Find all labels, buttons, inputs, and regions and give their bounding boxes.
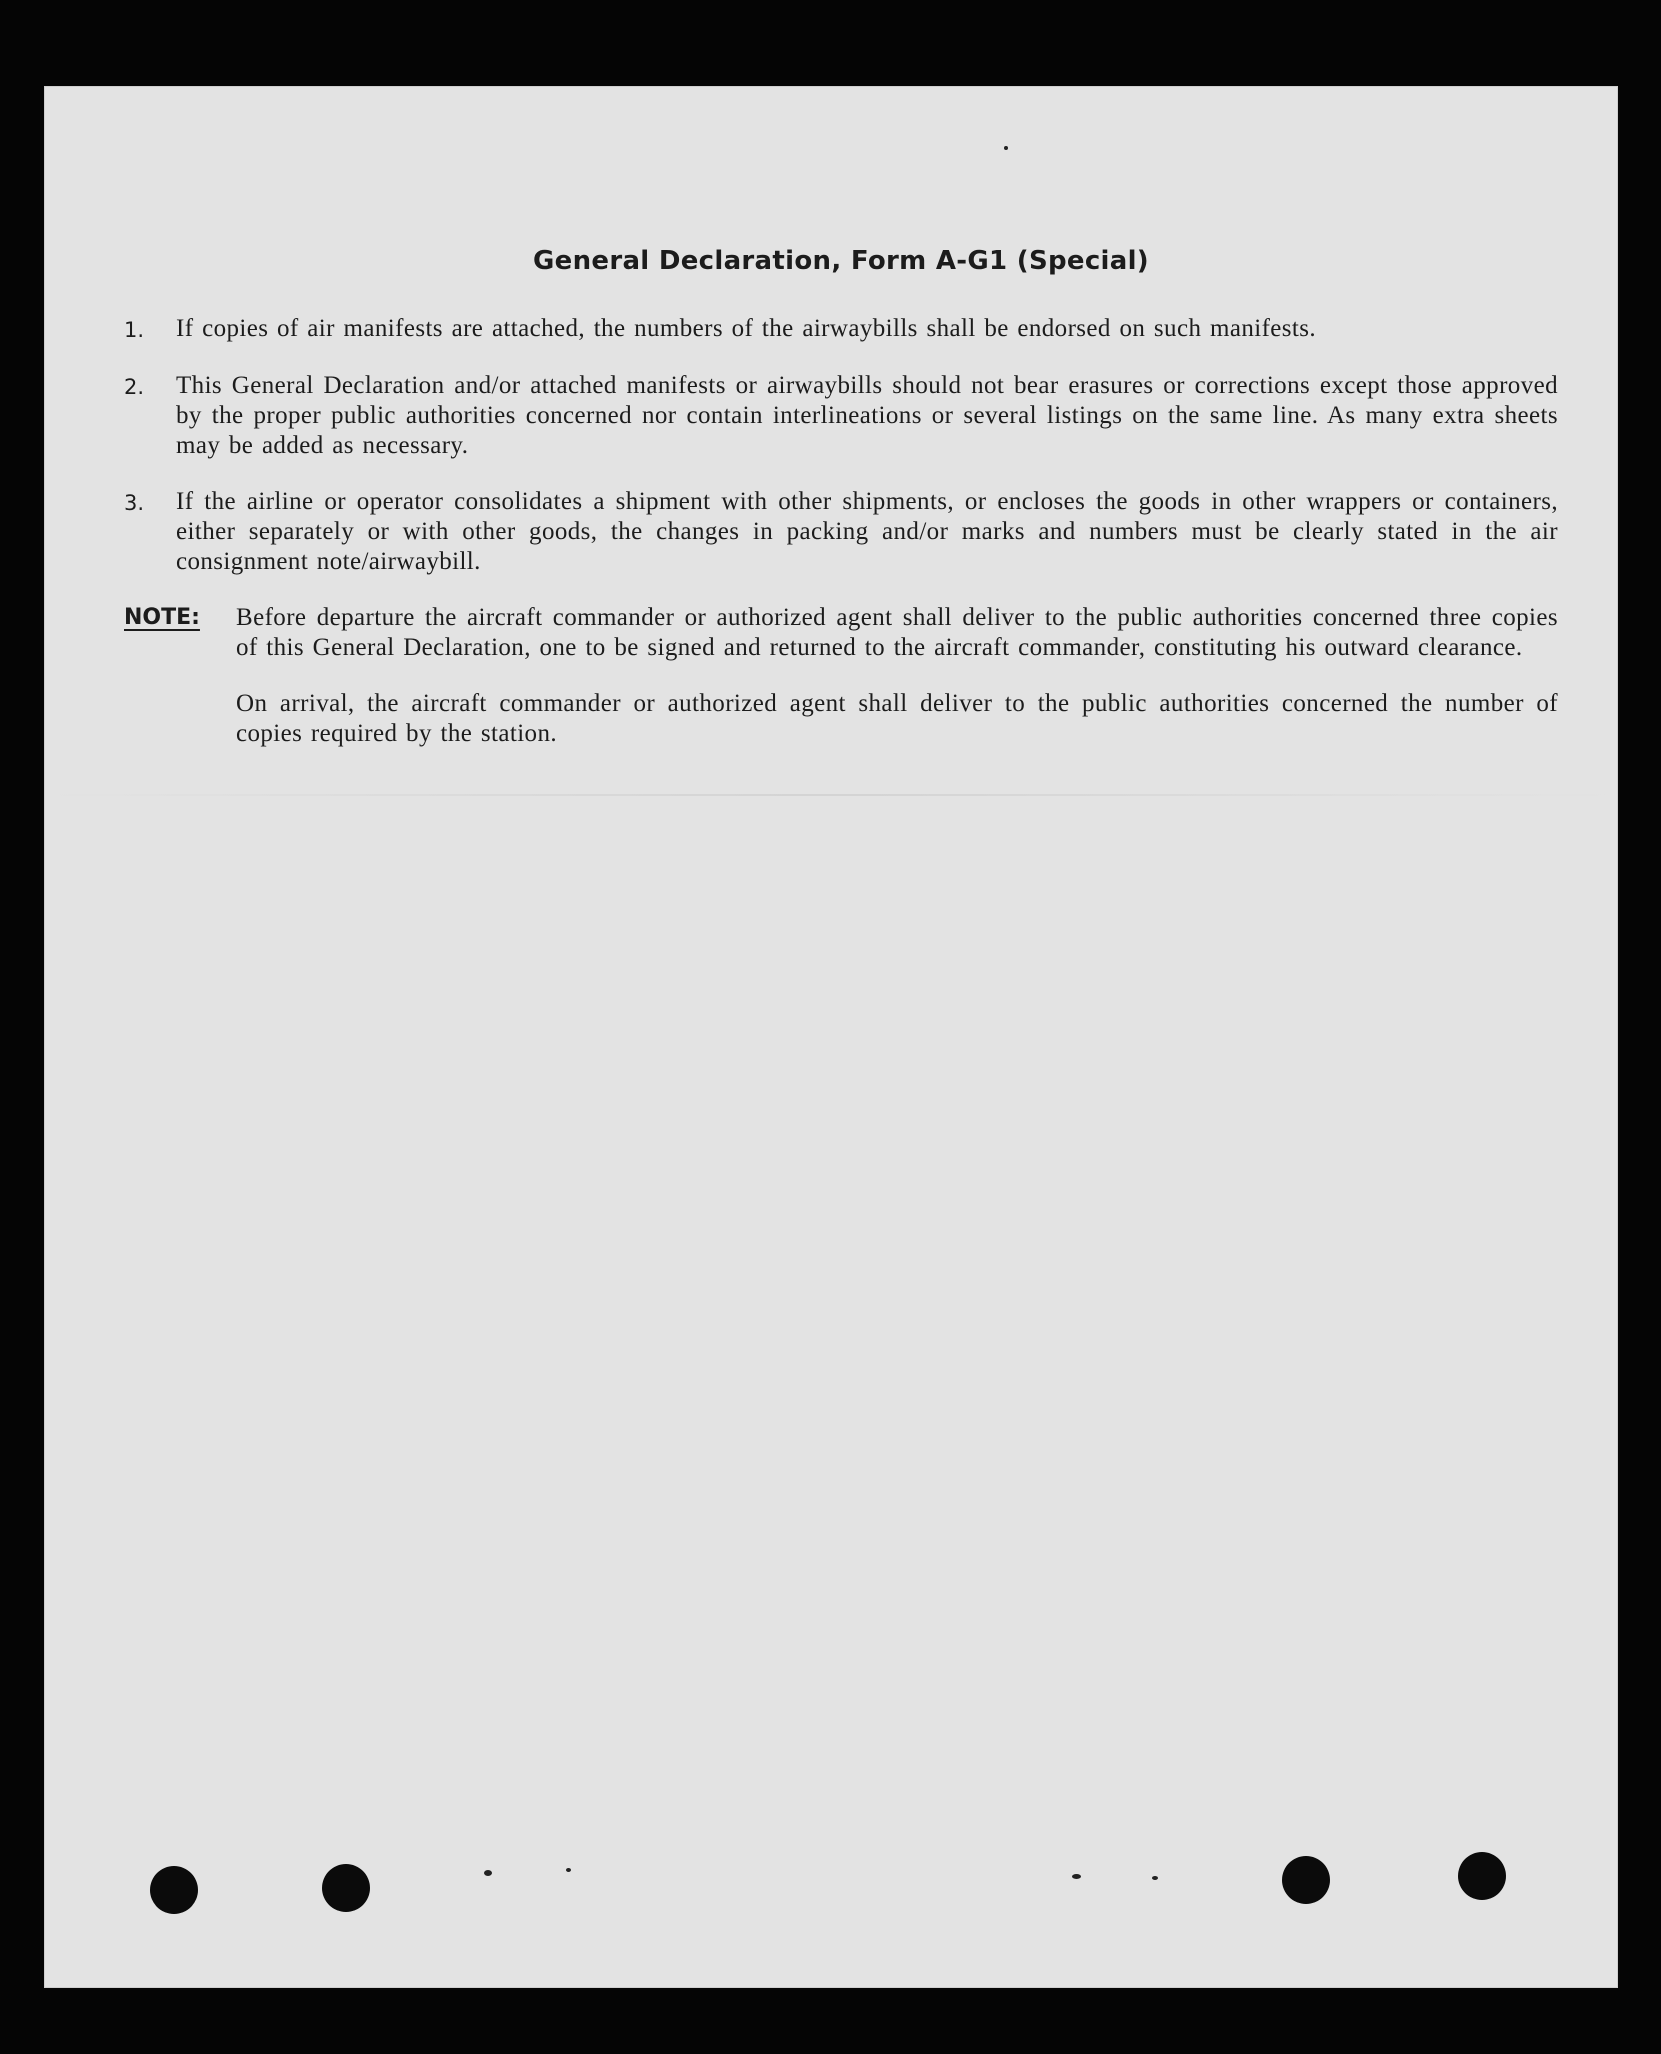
punch-hole — [322, 1864, 370, 1912]
note-paragraph-departure: Before departure the aircraft commander or authorized agent shall deliver to the public authorities concerned three copies of this General Declaration, one to be signed and returned to the aircraft commander, constituting his outward clearance. — [236, 604, 1558, 661]
note-paragraph-arrival: On arrival, the aircraft commander or authorized agent shall deliver to the public authorities concerned the number of copies required by the station. — [236, 690, 1558, 747]
fold-crease — [44, 794, 1618, 796]
item-text: This General Declaration and/or attached manifests or airwaybills should not bear erasures or corrections except those approved by the proper public authorities concerned nor contain interlineations or several listings on the same line. As many extra sheets may be added as necessary. — [176, 372, 1558, 459]
item-number: 3. — [124, 491, 145, 515]
item-text: If the airline or operator consolidates a shipment with other shipments, or encloses the goods in other wrappers or containers, either separately or with other goods, the changes in packing and/or marks and numbers must be clearly stated in the air consignment note/airwaybill. — [176, 488, 1558, 575]
scan-speck — [566, 1868, 571, 1872]
instruction-item-3 — [124, 487, 1558, 577]
scan-speck — [1072, 1874, 1081, 1879]
item-number: 1. — [124, 318, 145, 342]
declaration-instructions — [124, 246, 1558, 775]
note-section — [124, 603, 1558, 775]
punch-hole — [1282, 1856, 1330, 1904]
item-number: 2. — [124, 375, 145, 399]
scan-speck — [484, 1870, 492, 1876]
scan-speck — [1004, 146, 1008, 150]
item-text: If copies of air manifests are attached, the numbers of the airwaybills shall be endorsed on such manifests. — [176, 315, 1317, 342]
document-title: General Declaration, Form A-G1 (Special) — [533, 246, 1149, 276]
scan-speck — [1152, 1876, 1158, 1880]
paper-sheet — [44, 86, 1618, 1988]
instruction-item-2 — [124, 371, 1558, 461]
instruction-item-1 — [124, 314, 1558, 345]
punch-hole — [150, 1866, 198, 1914]
punch-hole — [1458, 1852, 1506, 1900]
note-label: NOTE: — [124, 605, 200, 630]
note-body — [236, 603, 1558, 775]
